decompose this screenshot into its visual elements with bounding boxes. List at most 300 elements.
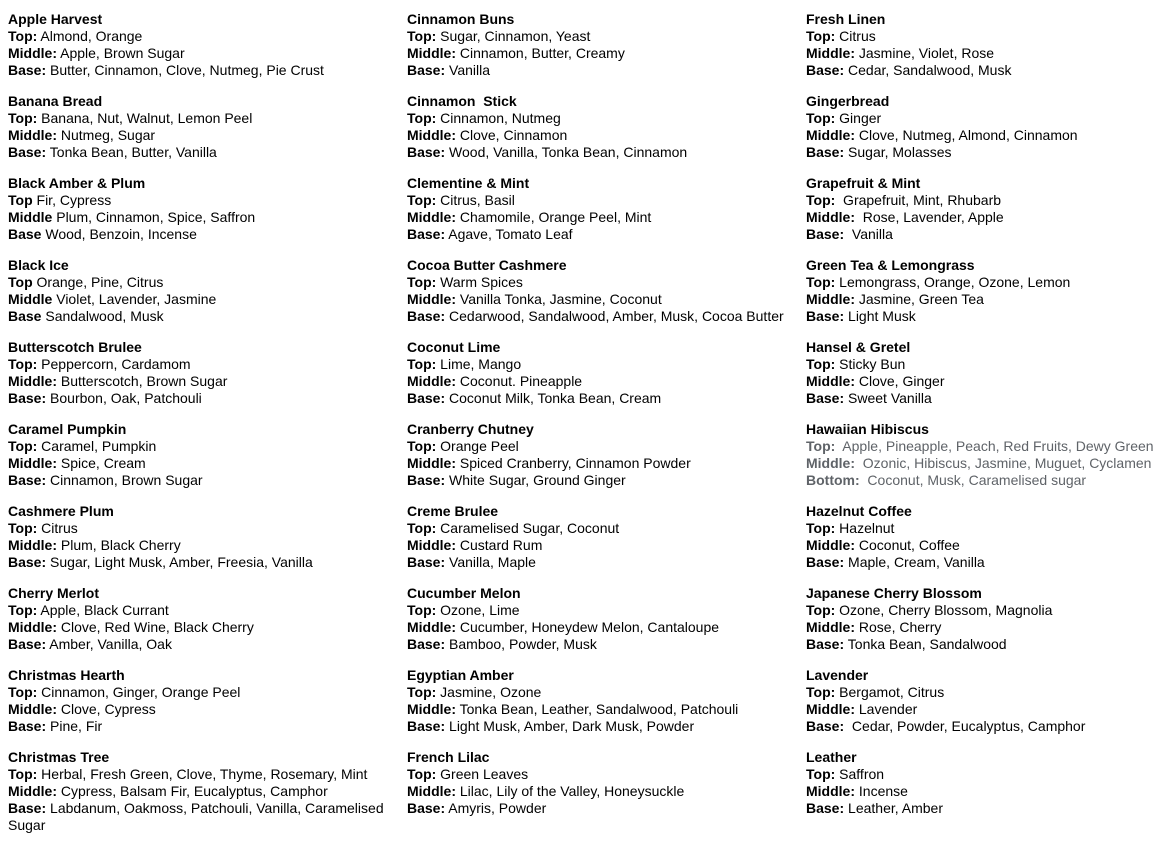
note-label: Middle:	[407, 619, 456, 635]
note-text: Vanilla Tonka, Jasmine, Coconut	[456, 291, 662, 307]
fragrance-name: Egyptian Amber	[407, 667, 514, 683]
note-line	[407, 291, 785, 308]
fragrance-entry	[806, 257, 1154, 325]
fragrance-name: Cinnamon Stick	[407, 93, 517, 109]
note-label: Middle:	[8, 619, 57, 635]
note-label: Middle:	[8, 455, 57, 471]
note-label: Base:	[407, 308, 446, 324]
note-label: Base:	[806, 390, 845, 406]
note-line	[806, 800, 1154, 817]
note-line	[8, 144, 386, 161]
note-label: Top:	[806, 520, 836, 536]
note-label: Base:	[806, 718, 845, 734]
note-label: Middle:	[806, 619, 855, 635]
note-text: Citrus	[37, 520, 78, 536]
note-line	[407, 520, 785, 537]
note-line	[806, 455, 1154, 472]
fragrance-name: Hazelnut Coffee	[806, 503, 912, 519]
note-text: Plum, Black Cherry	[57, 537, 181, 553]
note-line	[8, 718, 386, 735]
note-text: White Sugar, Ground Ginger	[445, 472, 626, 488]
note-label: Middle:	[806, 701, 855, 717]
note-line	[8, 602, 386, 619]
note-line	[407, 226, 785, 243]
fragrance-name: Coconut Lime	[407, 339, 501, 355]
fragrance-name: Cucumber Melon	[407, 585, 521, 601]
note-line	[407, 209, 785, 226]
note-text: Sugar, Cinnamon, Yeast	[436, 28, 591, 44]
note-line	[407, 800, 785, 817]
note-line	[8, 537, 386, 554]
fragrance-entry	[8, 339, 386, 407]
fragrance-entry	[8, 93, 386, 161]
note-text: Sugar, Molasses	[844, 144, 952, 160]
note-label: Top:	[407, 110, 437, 126]
note-line	[407, 455, 785, 472]
note-text: Orange, Pine, Citrus	[32, 274, 164, 290]
fragrance-name: Creme Brulee	[407, 503, 499, 519]
note-label: Base:	[8, 718, 47, 734]
note-line	[806, 390, 1154, 407]
note-label: Base:	[407, 390, 446, 406]
note-label: Top:	[407, 28, 437, 44]
note-line	[806, 274, 1154, 291]
note-text: Citrus, Basil	[436, 192, 515, 208]
fragrance-entry	[407, 503, 785, 571]
note-label: Base:	[8, 144, 47, 160]
note-text: Apple, Pineapple, Peach, Red Fruits, Dewy Green	[835, 438, 1154, 454]
note-text: Agave, Tomato Leaf	[445, 226, 573, 242]
note-label: Middle:	[8, 783, 57, 799]
note-line	[407, 144, 785, 161]
note-line	[806, 28, 1154, 45]
note-label: Top:	[8, 766, 38, 782]
note-label: Middle:	[407, 455, 456, 471]
note-line	[806, 718, 1154, 735]
note-text: Cucumber, Honeydew Melon, Cantaloupe	[456, 619, 720, 635]
fragrance-entry	[407, 667, 785, 735]
fragrance-entry	[806, 11, 1154, 79]
note-line	[8, 45, 386, 62]
fragrance-name: Banana Bread	[8, 93, 103, 109]
note-text: Ginger	[835, 110, 882, 126]
note-text: Bergamot, Citrus	[835, 684, 945, 700]
note-line	[8, 438, 386, 455]
note-text: Jasmine, Green Tea	[855, 291, 984, 307]
note-line	[407, 62, 785, 79]
note-line	[806, 192, 1154, 209]
note-line	[806, 554, 1154, 571]
note-text: Sandalwood, Musk	[41, 308, 164, 324]
note-text: Butterscotch, Brown Sugar	[57, 373, 228, 389]
note-text: Cedarwood, Sandalwood, Amber, Musk, Cocoa Butter	[445, 308, 784, 324]
fragrance-name: Cocoa Butter Cashmere	[407, 257, 567, 273]
note-text: Tonka Bean, Leather, Sandalwood, Patchouli	[456, 701, 739, 717]
note-line	[8, 62, 386, 79]
note-text: Cedar, Powder, Eucalyptus, Camphor	[844, 718, 1086, 734]
note-line	[806, 308, 1154, 325]
note-text: Lilac, Lily of the Valley, Honeysuckle	[456, 783, 685, 799]
note-text: Cedar, Sandalwood, Musk	[844, 62, 1012, 78]
fragrance-name: Hansel & Gretel	[806, 339, 911, 355]
fragrance-name: Fresh Linen	[806, 11, 886, 27]
fragrance-name: Green Tea & Lemongrass	[806, 257, 975, 273]
note-line	[8, 766, 386, 783]
note-line	[8, 356, 386, 373]
note-label: Top:	[407, 684, 437, 700]
note-line	[8, 701, 386, 718]
note-line	[8, 291, 386, 308]
note-line	[8, 308, 386, 325]
note-text: Amyris, Powder	[445, 800, 547, 816]
note-label: Top:	[806, 438, 836, 454]
note-label: Middle:	[806, 373, 855, 389]
note-line	[407, 110, 785, 127]
note-text: Pine, Fir	[46, 718, 103, 734]
note-label: Top:	[8, 684, 38, 700]
note-label: Middle:	[407, 537, 456, 553]
note-label: Base:	[407, 226, 446, 242]
note-text: Light Musk	[844, 308, 916, 324]
note-line	[8, 390, 386, 407]
note-text: Butter, Cinnamon, Clove, Nutmeg, Pie Crust	[46, 62, 324, 78]
fragrance-entry	[407, 175, 785, 243]
fragrance-entry	[806, 585, 1154, 653]
note-line	[8, 520, 386, 537]
note-label: Base:	[806, 636, 845, 652]
note-text: Banana, Nut, Walnut, Lemon Peel	[37, 110, 253, 126]
note-label: Top:	[806, 766, 836, 782]
document-column-3	[806, 11, 1154, 848]
note-line	[8, 636, 386, 653]
note-label: Top:	[407, 766, 437, 782]
note-label: Top	[8, 192, 33, 208]
fragrance-name: Apple Harvest	[8, 11, 103, 27]
note-label: Base:	[806, 554, 845, 570]
note-line	[806, 356, 1154, 373]
note-line	[407, 718, 785, 735]
note-text: Bourbon, Oak, Patchouli	[46, 390, 202, 406]
note-line	[806, 684, 1154, 701]
note-text: Clove, Cypress	[57, 701, 156, 717]
note-label: Top:	[8, 602, 38, 618]
note-label: Bottom:	[806, 472, 860, 488]
note-text: Ozone, Lime	[436, 602, 520, 618]
fragrance-name: Cherry Merlot	[8, 585, 100, 601]
note-line	[407, 602, 785, 619]
note-line	[806, 520, 1154, 537]
note-text: Clove, Ginger	[855, 373, 945, 389]
note-label: Top:	[407, 192, 437, 208]
note-text: Coconut, Musk, Caramelised sugar	[859, 472, 1087, 488]
fragrance-entry	[806, 339, 1154, 407]
note-label: Top:	[806, 28, 836, 44]
note-line	[806, 62, 1154, 79]
note-text: Clove, Nutmeg, Almond, Cinnamon	[855, 127, 1078, 143]
note-label: Middle	[8, 291, 53, 307]
note-line	[407, 619, 785, 636]
note-line	[806, 127, 1154, 144]
note-text: Lavender	[855, 701, 918, 717]
note-text: Almond, Orange	[37, 28, 143, 44]
note-text: Cinnamon, Butter, Creamy	[456, 45, 625, 61]
note-line	[8, 192, 386, 209]
fragrance-name: Clementine & Mint	[407, 175, 530, 191]
note-text: Sugar, Light Musk, Amber, Freesia, Vanilla	[46, 554, 313, 570]
note-label: Middle:	[8, 373, 57, 389]
note-text: Spiced Cranberry, Cinnamon Powder	[456, 455, 691, 471]
fragrance-name: Cashmere Plum	[8, 503, 114, 519]
note-label: Middle:	[8, 127, 57, 143]
fragrance-entry	[8, 257, 386, 325]
note-label: Middle:	[806, 455, 855, 471]
note-label: Top:	[407, 602, 437, 618]
fragrance-entry	[806, 749, 1154, 817]
note-label: Middle:	[407, 45, 456, 61]
fragrance-entry	[8, 585, 386, 653]
note-line	[407, 45, 785, 62]
note-label: Middle:	[806, 127, 855, 143]
fragrance-name: Leather	[806, 749, 857, 765]
fragrance-name: French Lilac	[407, 749, 490, 765]
note-text: Green Leaves	[436, 766, 529, 782]
fragrance-name: Hawaiian Hibiscus	[806, 421, 929, 437]
note-text: Lime, Mango	[436, 356, 522, 372]
note-label: Base:	[8, 62, 47, 78]
fragrance-name: Black Amber & Plum	[8, 175, 146, 191]
note-label: Base:	[8, 800, 47, 816]
note-text: Wood, Vanilla, Tonka Bean, Cinnamon	[445, 144, 688, 160]
note-text: Cinnamon, Ginger, Orange Peel	[37, 684, 241, 700]
note-label: Middle	[8, 209, 53, 225]
document-column-1	[8, 11, 386, 848]
fragrance-entry	[806, 421, 1154, 489]
note-line	[407, 28, 785, 45]
note-line	[8, 127, 386, 144]
note-label: Middle:	[806, 783, 855, 799]
note-label: Middle:	[407, 373, 456, 389]
fragrance-entry	[806, 175, 1154, 243]
note-text: Jasmine, Ozone	[436, 684, 542, 700]
note-line	[806, 472, 1154, 489]
fragrance-entry	[806, 93, 1154, 161]
note-label: Middle:	[407, 291, 456, 307]
note-text: Vanilla	[844, 226, 893, 242]
note-line	[806, 602, 1154, 619]
note-text: Light Musk, Amber, Dark Musk, Powder	[445, 718, 695, 734]
note-label: Top:	[8, 110, 38, 126]
fragrance-name: Christmas Tree	[8, 749, 110, 765]
note-line	[407, 438, 785, 455]
note-text: Leather, Amber	[844, 800, 943, 816]
note-line	[8, 684, 386, 701]
note-label: Top:	[407, 356, 437, 372]
note-text: Maple, Cream, Vanilla	[844, 554, 985, 570]
fragrance-entry	[407, 421, 785, 489]
note-line	[806, 766, 1154, 783]
note-line	[407, 766, 785, 783]
note-text: Citrus	[835, 28, 876, 44]
note-line	[407, 127, 785, 144]
fragrance-entry	[407, 11, 785, 79]
note-line	[8, 783, 386, 800]
note-line	[806, 636, 1154, 653]
note-text: Vanilla, Maple	[445, 554, 536, 570]
fragrance-name: Christmas Hearth	[8, 667, 125, 683]
fragrance-name: Japanese Cherry Blossom	[806, 585, 982, 601]
note-text: Sweet Vanilla	[844, 390, 932, 406]
note-text: Chamomile, Orange Peel, Mint	[456, 209, 652, 225]
note-text: Coconut. Pineapple	[456, 373, 583, 389]
fragrance-entry	[407, 339, 785, 407]
note-line	[8, 110, 386, 127]
fragrance-entry	[407, 93, 785, 161]
note-line	[407, 472, 785, 489]
note-line	[8, 554, 386, 571]
note-label: Base:	[8, 636, 47, 652]
fragrance-entry	[8, 503, 386, 571]
note-text: Saffron	[835, 766, 885, 782]
note-line	[407, 783, 785, 800]
note-label: Top:	[8, 438, 38, 454]
note-line	[806, 701, 1154, 718]
note-label: Base:	[407, 636, 446, 652]
note-line	[8, 28, 386, 45]
fragrance-entry	[8, 749, 386, 834]
note-line	[407, 274, 785, 291]
note-text: Warm Spices	[436, 274, 523, 290]
note-text: Orange Peel	[436, 438, 519, 454]
note-label: Top:	[806, 192, 836, 208]
note-label: Base:	[407, 472, 446, 488]
note-text: Apple, Black Currant	[37, 602, 169, 618]
note-label: Middle:	[8, 701, 57, 717]
note-label: Middle:	[806, 291, 855, 307]
note-text: Bamboo, Powder, Musk	[445, 636, 597, 652]
note-line	[407, 390, 785, 407]
note-label: Middle:	[407, 127, 456, 143]
note-text: Grapefruit, Mint, Rhubarb	[835, 192, 1002, 208]
note-text: Violet, Lavender, Jasmine	[52, 291, 217, 307]
note-text: Cinnamon, Brown Sugar	[46, 472, 203, 488]
note-text: Plum, Cinnamon, Spice, Saffron	[52, 209, 256, 225]
fragrance-entry	[407, 749, 785, 817]
fragrance-entry	[407, 257, 785, 325]
note-text: Ozonic, Hibiscus, Jasmine, Muguet, Cyclamen	[855, 455, 1152, 471]
note-text: Rose, Cherry	[855, 619, 942, 635]
fragrance-name: Butterscotch Brulee	[8, 339, 142, 355]
fragrance-entry	[8, 11, 386, 79]
fragrance-name: Grapefruit & Mint	[806, 175, 921, 191]
note-text: Cypress, Balsam Fir, Eucalyptus, Camphor	[57, 783, 328, 799]
fragrance-name: Caramel Pumpkin	[8, 421, 127, 437]
note-label: Base:	[8, 472, 47, 488]
note-label: Top:	[806, 274, 836, 290]
note-line	[8, 274, 386, 291]
note-line	[407, 684, 785, 701]
note-label: Middle:	[8, 45, 57, 61]
note-label: Base:	[8, 390, 47, 406]
note-line	[806, 373, 1154, 390]
note-label: Top:	[806, 356, 836, 372]
note-label: Top:	[407, 274, 437, 290]
note-label: Base:	[407, 554, 446, 570]
note-line	[806, 537, 1154, 554]
note-line	[8, 226, 386, 243]
note-label: Top:	[806, 110, 836, 126]
note-text: Clove, Red Wine, Black Cherry	[57, 619, 254, 635]
note-line	[806, 209, 1154, 226]
note-label: Base:	[407, 144, 446, 160]
note-label: Middle:	[806, 45, 855, 61]
note-label: Middle:	[8, 537, 57, 553]
note-text: Fir, Cypress	[32, 192, 112, 208]
fragrance-entry	[806, 503, 1154, 571]
note-text: Coconut, Coffee	[855, 537, 960, 553]
note-label: Base:	[407, 718, 446, 734]
note-line	[806, 110, 1154, 127]
note-label: Base:	[806, 308, 845, 324]
note-text: Wood, Benzoin, Incense	[41, 226, 197, 242]
document-column-2	[407, 11, 785, 848]
note-line	[8, 472, 386, 489]
note-text: Caramelised Sugar, Coconut	[436, 520, 620, 536]
note-label: Base:	[8, 554, 47, 570]
note-label: Top:	[407, 438, 437, 454]
note-line	[806, 45, 1154, 62]
fragrance-name: Lavender	[806, 667, 869, 683]
note-text: Vanilla	[445, 62, 491, 78]
note-label: Base:	[806, 62, 845, 78]
note-text: Jasmine, Violet, Rose	[855, 45, 995, 61]
fragrance-entry	[8, 667, 386, 735]
note-label: Top	[8, 274, 33, 290]
note-text: Clove, Cinnamon	[456, 127, 568, 143]
note-text: Caramel, Pumpkin	[37, 438, 157, 454]
note-label: Base:	[407, 800, 446, 816]
note-line	[8, 209, 386, 226]
note-line	[407, 373, 785, 390]
note-label: Top:	[806, 602, 836, 618]
note-text: Herbal, Fresh Green, Clove, Thyme, Rosemary, Mint	[37, 766, 368, 782]
note-label: Base:	[806, 144, 845, 160]
note-line	[806, 291, 1154, 308]
note-line	[407, 537, 785, 554]
note-label: Base:	[806, 226, 845, 242]
note-label: Base	[8, 308, 42, 324]
note-line	[8, 619, 386, 636]
note-line	[806, 783, 1154, 800]
note-label: Base	[8, 226, 42, 242]
note-label: Middle:	[806, 537, 855, 553]
note-line	[8, 800, 386, 834]
note-text: Rose, Lavender, Apple	[855, 209, 1004, 225]
note-label: Top:	[407, 520, 437, 536]
fragrance-entry	[8, 421, 386, 489]
note-line	[806, 619, 1154, 636]
note-line	[8, 373, 386, 390]
note-line	[407, 636, 785, 653]
fragrance-name: Gingerbread	[806, 93, 890, 109]
fragrance-entry	[806, 667, 1154, 735]
fragrance-name: Black Ice	[8, 257, 69, 273]
note-text: Spice, Cream	[57, 455, 146, 471]
note-label: Base:	[806, 800, 845, 816]
note-text: Incense	[855, 783, 908, 799]
note-text: Hazelnut	[835, 520, 895, 536]
note-line	[806, 438, 1154, 455]
note-text: Lemongrass, Orange, Ozone, Lemon	[835, 274, 1071, 290]
